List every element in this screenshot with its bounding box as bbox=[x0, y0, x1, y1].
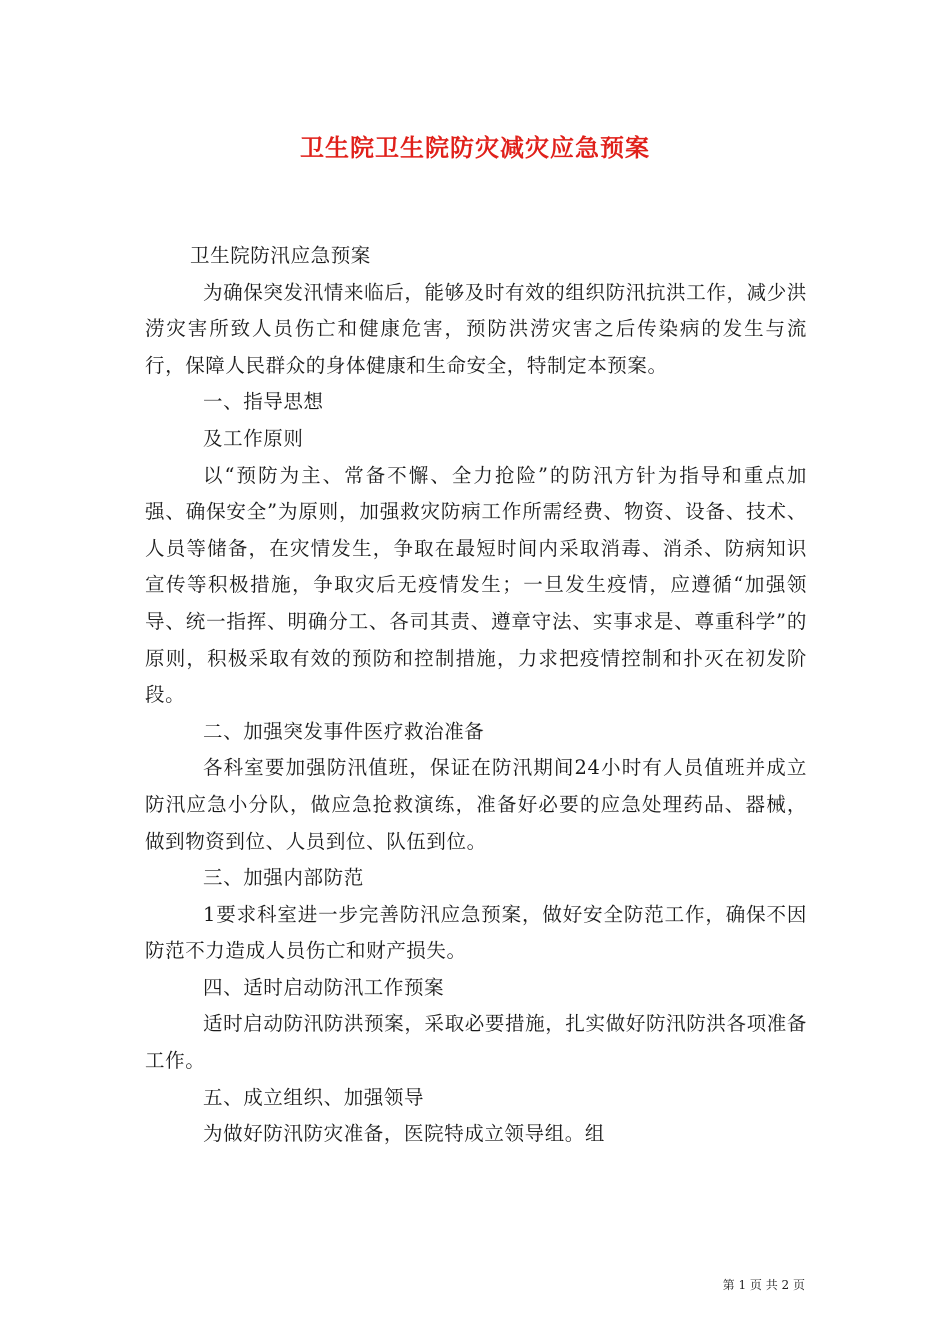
intro-paragraph: 为确保突发汛情来临后，能够及时有效的组织防汛抗洪工作，减少洪涝灾害所致人员伤亡和健康危害，预防洪涝灾害之后传染病的发生与流行，保障人民群众的身体健康和生命安全，特制定本预案。 bbox=[145, 280, 807, 377]
section-heading-1-cont: 及工作原则 bbox=[203, 426, 304, 450]
internal-defense-paragraph: 1要求科室进一步完善防汛应急预案，做好安全防范工作，确保不因防范不力造成人员伤亡和财产损失。 bbox=[145, 902, 807, 963]
section-subtitle: 卫生院防汛应急预案 bbox=[190, 244, 371, 267]
section-heading-4: 四、适时启动防汛工作预案 bbox=[203, 975, 445, 999]
activate-plan-paragraph: 适时启动防汛防洪预案，采取必要措施，扎实做好防汛防洪各项准备工作。 bbox=[145, 1012, 807, 1073]
principles-paragraph: 以“预防为主、常备不懈、全力抢险”的防汛方针为指导和重点加强、确保安全”为原则，加强救灾防病工作所需经费、物资、设备、技术、人员等储备，在灾情发生，争取在最短时间内采取消毒、消杀、防病知识宣传等积极措施，争取灾后无疫情发生；一旦发生疫情，应遵循“加强领导、统一指挥、明确分工、各司其责、遵章守法、实事求是、尊重科学”的原则，积极采取有效的预防和控制措施，力求把疫情控制和扑灭在初发阶段。 bbox=[145, 463, 807, 707]
section-heading-1: 一、指导思想 bbox=[203, 390, 324, 414]
section-heading-2: 二、加强突发事件医疗救治准备 bbox=[203, 719, 485, 743]
medical-prep-paragraph: 各科室要加强防汛值班，保证在防汛期间24小时有人员值班并成立防汛应急小分队，做应急抢救演练，准备好必要的应急处理药品、器械，做到物资到位、人员到位、队伍到位。 bbox=[145, 756, 807, 853]
organization-paragraph: 为做好防汛防灾准备，医院特成立领导组。组 bbox=[203, 1122, 606, 1146]
section-heading-3: 三、加强内部防范 bbox=[203, 866, 364, 890]
section-heading-5: 五、成立组织、加强领导 bbox=[203, 1085, 425, 1109]
document-body bbox=[145, 238, 807, 1153]
document-title: 卫生院卫生院防灾减灾应急预案 bbox=[300, 133, 650, 162]
page-number: 第 1 页 共 2 页 bbox=[722, 1278, 805, 1292]
